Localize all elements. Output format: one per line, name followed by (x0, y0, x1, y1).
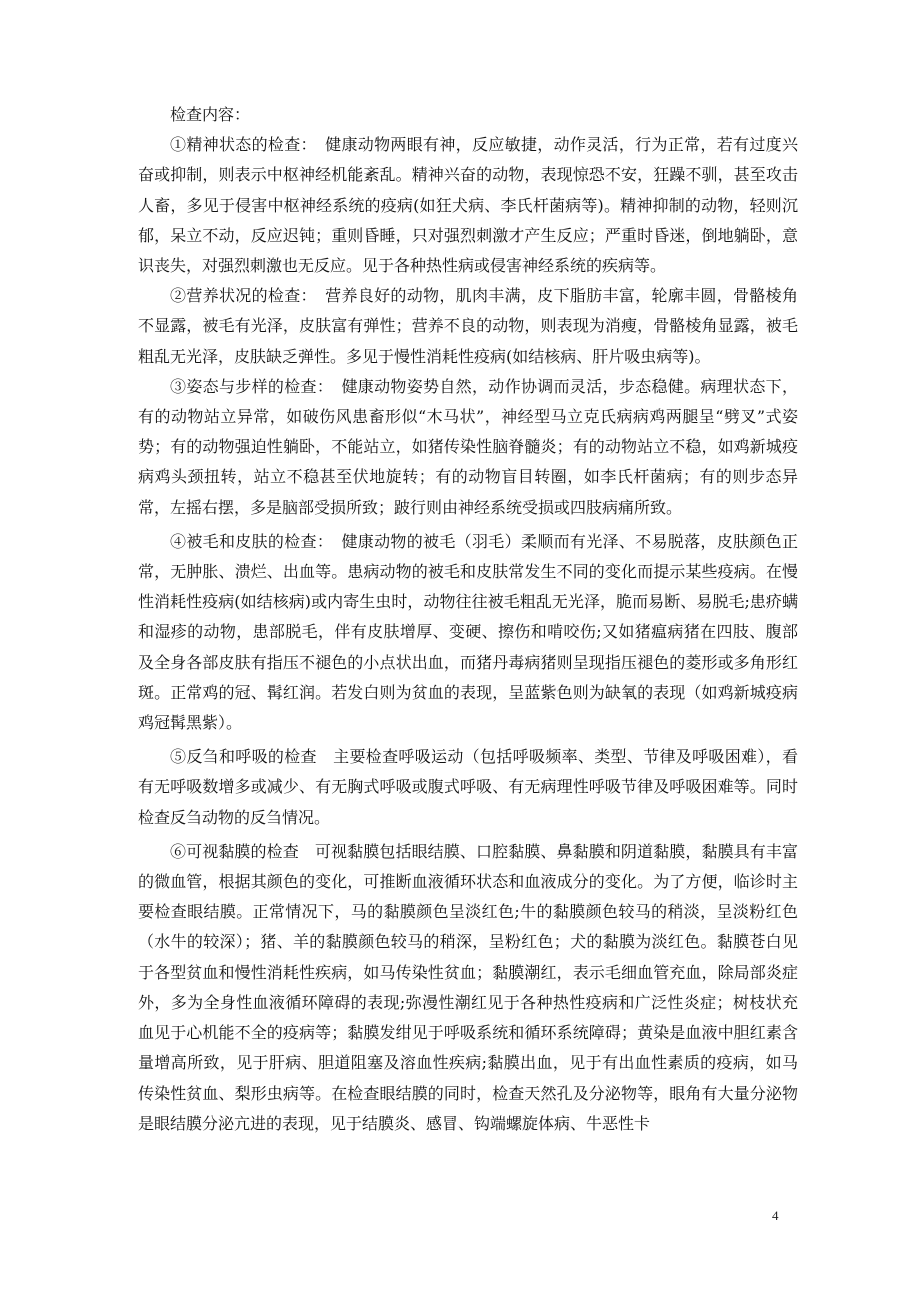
page-number: 4 (772, 1208, 779, 1223)
paragraph-coat-skin: ④被毛和皮肤的检查： 健康动物的被毛（羽毛）柔顺而有光泽、不易脱落，皮肤颜色正常，无肿胀、溃烂、出血等。患病动物的被毛和皮肤常发生不同的变化而提示某些疫病。在慢性消耗性疫病(如结核病)或内寄生虫时，动物往往被毛粗乱无光泽，脆而易断、易脱毛;患疥螨和湿疹的动物，患部脱毛，伴有皮肤增厚、变硬、擦伤和啃咬伤;又如猪瘟病猪在四肢、腹部及全身各部皮肤有指压不褪色的小点状出血，而猪丹毒病猪则呈现指压褪色的菱形或多角形红斑。正常鸡的冠、髯红润。若发白则为贫血的表现，呈蓝紫色则为缺氧的表现（如鸡新城疫病鸡冠髯黑紫）。 (138, 531, 798, 733)
document-body (138, 100, 798, 1139)
paragraph-nutrition: ②营养状况的检查： 营养良好的动物，肌肉丰满，皮下脂肪丰富，轮廓丰圆，骨骼棱角不显露，被毛有光泽，皮肤富有弹性；营养不良的动物，则表现为消瘦，骨骼棱角显露，被毛粗乱无光泽，皮肤缺乏弹性。多见于慢性消耗性疫病(如结核病、肝片吸虫病等)。 (138, 286, 798, 366)
paragraph-mental-state: ①精神状态的检查： 健康动物两眼有神，反应敏捷，动作灵活，行为正常，若有过度兴奋或抑制，则表示中枢神经机能紊乱。精神兴奋的动物，表现惊恐不安，狂躁不驯，甚至攻击人畜，多见于侵害中枢神经系统的疫病(如狂犬病、李氏杆菌病等)。精神抑制的动物，轻则沉郁，呆立不动，反应迟钝；重则昏睡，只对强烈刺激才产生反应；严重时昏迷，倒地躺卧，意识丧失，对强烈刺激也无反应。见于各种热性病或侵害神经系统的疾病等。 (138, 135, 798, 276)
section-heading: 检查内容： (170, 105, 251, 124)
paragraph-rumination-breathing: ⑤反刍和呼吸的检查 主要检查呼吸运动（包括呼吸频率、类型、节律及呼吸困难），看有无呼吸数增多或减少、有无胸式呼吸或腹式呼吸、有无病理性呼吸节律及呼吸困难等。同时检查反刍动物的反刍情况。 (138, 747, 798, 827)
paragraph-mucous-membrane: ⑥可视黏膜的检查 可视黏膜包括眼结膜、口腔黏膜、鼻黏膜和阴道黏膜，黏膜具有丰富的微血管，根据其颜色的变化，可推断血液循环状态和血液成分的变化。为了方便，临诊时主要检查眼结膜。正常情况下，马的黏膜颜色呈淡红色;牛的黏膜颜色较马的稍淡，呈淡粉红色（水牛的较深）；猪、羊的黏膜颜色较马的稍深，呈粉红色；犬的黏膜为淡红色。黏膜苍白见于各型贫血和慢性消耗性疾病，如马传染性贫血；黏膜潮红，表示毛细血管充血，除局部炎症外，多为全身性血液循环障碍的表现;弥漫性潮红见于各种热性疫病和广泛性炎症；树枝状充血见于心机能不全的疫病等；黏膜发绀见于呼吸系统和循环系统障碍；黄染是血液中胆红素含量增高所致，见于肝病、胆道阻塞及溶血性疾病;黏膜出血，见于有出血性素质的疫病，如马传染性贫血、梨形虫病等。在检查眼结膜的同时，检查天然孔及分泌物等，眼角有大量分泌物是眼结膜分泌亢进的表现，见于结膜炎、感冒、钩端螺旋体病、牛恶性卡 (138, 841, 798, 1133)
paragraph-posture-gait: ③姿态与步样的检查： 健康动物姿势自然，动作协调而灵活，步态稳健。病理状态下，有的动物站立异常，如破伤风患畜形似“木马状”，神经型马立克氏病病鸡两腿呈“劈叉”式姿势；有的动物强迫性躺卧，不能站立，如猪传染性脑脊髓炎；有的动物站立不稳，如鸡新城疫病鸡头颈扭转，站立不稳甚至伏地旋转；有的动物盲目转圈，如李氏杆菌病；有的则步态异常，左摇右摆，多是脑部受损所致；跛行则由神经系统受损或四肢病痛所致。 (138, 376, 798, 517)
